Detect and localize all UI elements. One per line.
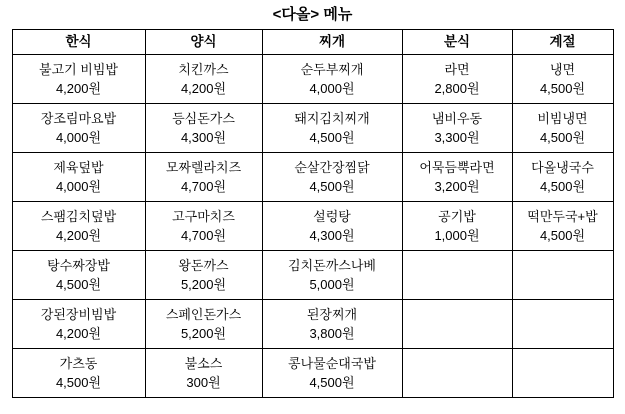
menu-item-price: 1,000원 bbox=[434, 228, 480, 243]
menu-cell bbox=[145, 349, 262, 398]
menu-item-price: 4,000원 bbox=[309, 81, 355, 96]
menu-item-price: 2,800원 bbox=[434, 81, 480, 96]
menu-item-name: 스페인돈가스 bbox=[165, 307, 242, 322]
menu-cell bbox=[12, 349, 145, 398]
menu-item-price: 3,300원 bbox=[434, 130, 480, 145]
menu-item-price: 4,500원 bbox=[309, 179, 355, 194]
menu-cell bbox=[145, 55, 262, 104]
menu-item-name: 제육덮밥 bbox=[53, 160, 104, 175]
menu-item-name: 가츠동 bbox=[59, 356, 98, 371]
menu-cell bbox=[402, 202, 512, 251]
menu-item-name: 스팸김치덮밥 bbox=[40, 209, 117, 224]
menu-item-name: 불고기 비빔밥 bbox=[39, 62, 118, 77]
table-header-row bbox=[12, 30, 613, 55]
menu-item-name: 냄비우동 bbox=[431, 111, 483, 126]
menu-item-price: 4,500원 bbox=[309, 375, 355, 390]
menu-item-price: 3,800원 bbox=[309, 326, 355, 341]
menu-item-name: 고구마치즈 bbox=[172, 209, 235, 224]
menu-item-name: 모짜렐라치즈 bbox=[165, 160, 242, 175]
menu-cell bbox=[145, 300, 262, 349]
menu-cell-empty bbox=[512, 349, 613, 398]
menu-cell bbox=[402, 153, 512, 202]
menu-cell bbox=[512, 104, 613, 153]
menu-item-price: 4,500원 bbox=[55, 375, 102, 390]
menu-item-name: 라면 bbox=[444, 62, 470, 77]
menu-cell bbox=[262, 202, 402, 251]
menu-cell bbox=[12, 55, 145, 104]
page-title: <다올> 메뉴 bbox=[272, 6, 353, 23]
column-header-korean: 한식 bbox=[12, 30, 145, 55]
menu-item-name: 떡만두국+밥 bbox=[527, 209, 598, 224]
table-row bbox=[12, 153, 613, 202]
menu-cell bbox=[145, 153, 262, 202]
menu-item-price: 4,200원 bbox=[55, 81, 102, 96]
menu-cell bbox=[145, 202, 262, 251]
menu-cell bbox=[512, 202, 613, 251]
menu-cell bbox=[402, 55, 512, 104]
menu-item-name: 어묵듬뿍라면 bbox=[419, 160, 495, 175]
menu-cell bbox=[12, 202, 145, 251]
menu-item-price: 4,000원 bbox=[55, 130, 102, 145]
column-header-stew: 찌개 bbox=[262, 30, 402, 55]
menu-cell-empty bbox=[512, 251, 613, 300]
menu-item-price: 4,700원 bbox=[180, 179, 227, 194]
menu-item-price: 4,500원 bbox=[539, 130, 586, 145]
menu-cell-empty bbox=[512, 300, 613, 349]
menu-item-price: 5,200원 bbox=[180, 277, 227, 292]
menu-item-price: 4,000원 bbox=[55, 179, 102, 194]
menu-item-name: 다올냉국수 bbox=[531, 160, 594, 175]
menu-cell bbox=[145, 251, 262, 300]
menu-item-price: 5,200원 bbox=[180, 326, 227, 341]
menu-item-price: 300원 bbox=[186, 375, 221, 390]
menu-cell-empty bbox=[402, 251, 512, 300]
menu-item-price: 4,200원 bbox=[55, 228, 102, 243]
menu-item-name: 장조림마요밥 bbox=[40, 111, 117, 126]
column-header-seasonal: 계절 bbox=[512, 30, 613, 55]
menu-cell-empty bbox=[402, 300, 512, 349]
column-header-western: 양식 bbox=[145, 30, 262, 55]
menu-item-name: 순두부찌개 bbox=[300, 62, 364, 77]
menu-item-name: 등심돈가스 bbox=[172, 111, 235, 126]
menu-item-price: 4,500원 bbox=[55, 277, 102, 292]
column-header-snack: 분식 bbox=[402, 30, 512, 55]
menu-item-name: 냉면 bbox=[549, 62, 576, 77]
menu-cell bbox=[12, 153, 145, 202]
table-row bbox=[12, 300, 613, 349]
menu-item-price: 4,300원 bbox=[180, 130, 227, 145]
menu-cell bbox=[512, 153, 613, 202]
menu-cell bbox=[262, 300, 402, 349]
menu-cell-empty bbox=[402, 349, 512, 398]
menu-cell bbox=[262, 55, 402, 104]
menu-item-name: 불소스 bbox=[184, 356, 223, 371]
menu-item-price: 4,500원 bbox=[539, 179, 586, 194]
menu-cell bbox=[12, 251, 145, 300]
menu-cell bbox=[402, 104, 512, 153]
menu-item-price: 4,500원 bbox=[309, 130, 355, 145]
menu-item-name: 비빔냉면 bbox=[537, 111, 588, 126]
menu-cell bbox=[512, 55, 613, 104]
table-row bbox=[12, 349, 613, 398]
menu-item-price: 4,200원 bbox=[55, 326, 102, 341]
menu-item-name: 강된장비빔밥 bbox=[40, 307, 117, 322]
menu-item-name: 김치돈까스나베 bbox=[288, 258, 376, 273]
menu-item-name: 콩나물순대국밥 bbox=[288, 356, 376, 371]
menu-cell bbox=[262, 349, 402, 398]
menu-item-name: 왕돈까스 bbox=[178, 258, 229, 273]
menu-item-name: 설렁탕 bbox=[313, 209, 351, 224]
menu-item-price: 4,200원 bbox=[180, 81, 227, 96]
menu-item-name: 치킨까스 bbox=[178, 62, 229, 77]
menu-item-name: 된장찌개 bbox=[306, 307, 358, 322]
menu-item-price: 5,000원 bbox=[309, 277, 355, 292]
menu-cell bbox=[262, 104, 402, 153]
menu-item-name: 공기밥 bbox=[438, 209, 476, 224]
table-row bbox=[12, 55, 613, 104]
menu-item-price: 4,700원 bbox=[180, 228, 227, 243]
menu-cell bbox=[145, 104, 262, 153]
menu-item-name: 돼지김치찌개 bbox=[294, 111, 370, 126]
menu-item-name: 탕수짜장밥 bbox=[47, 258, 110, 273]
menu-cell bbox=[262, 251, 402, 300]
menu-item-name: 순살간장찜닭 bbox=[294, 160, 370, 175]
menu-item-price: 4,300원 bbox=[309, 228, 355, 243]
menu-item-price: 4,500원 bbox=[539, 228, 586, 243]
menu-item-price: 3,200원 bbox=[434, 179, 480, 194]
table-row bbox=[12, 202, 613, 251]
menu-item-price: 4,500원 bbox=[539, 81, 586, 96]
menu-cell bbox=[12, 300, 145, 349]
table-row bbox=[12, 104, 613, 153]
menu-cell bbox=[12, 104, 145, 153]
table-row bbox=[12, 251, 613, 300]
menu-table bbox=[12, 29, 614, 398]
menu-cell bbox=[262, 153, 402, 202]
